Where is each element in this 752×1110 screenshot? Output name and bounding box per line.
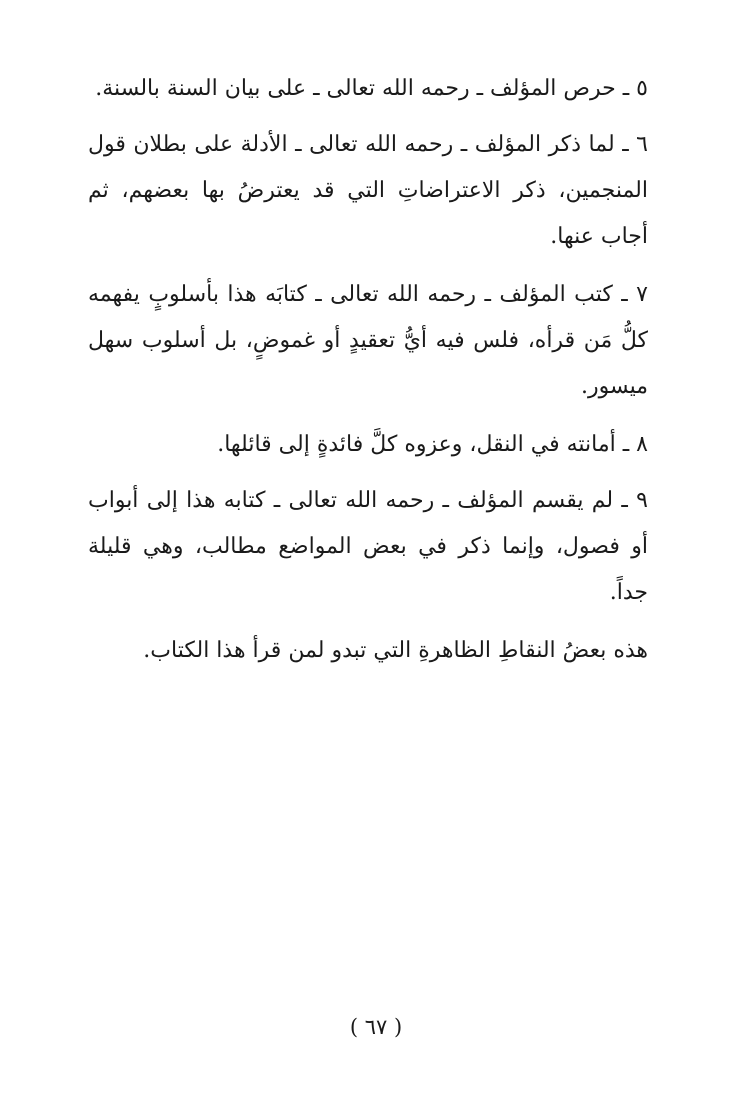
point-9-paragraph: ٩ ـ لم يقسم المؤلف ـ رحمه الله تعالى ـ كتابه هذا إلى أبواب أو فصول، وإنما ذكر في بعض المواضع مطالب، وهي قليلة جداً. (88, 488, 648, 605)
body-text (88, 66, 648, 684)
point-5-paragraph: ٥ ـ حرص المؤلف ـ رحمه الله تعالى ـ على بيان السنة بالسنة. (95, 76, 648, 101)
point-7-paragraph: ٧ ـ كتب المؤلف ـ رحمه الله تعالى ـ كتابَه هذا بأسلوبٍ يفهمه كلُّ مَن قرأه، فلس فيه أيُّ تعقيدٍ أو غموضٍ، بل أسلوب سهل ميسور. (88, 282, 648, 399)
page-number: ( ٦٧ ) (349, 1015, 403, 1039)
point-6-paragraph: ٦ ـ لما ذكر المؤلف ـ رحمه الله تعالى ـ الأدلة على بطلان قول المنجمين، ذكر الاعتراضاتِ التي قد يعترضُ بها بعضهم، ثم أجاب عنها. (88, 132, 648, 249)
point-8-paragraph: ٨ ـ أمانته في النقل، وعزوه كلَّ فائدةٍ إلى قائلها. (217, 432, 648, 457)
closing-paragraph: هذه بعضُ النقاطِ الظاهرةِ التي تبدو لمن قرأ هذا الكتاب. (143, 638, 648, 663)
